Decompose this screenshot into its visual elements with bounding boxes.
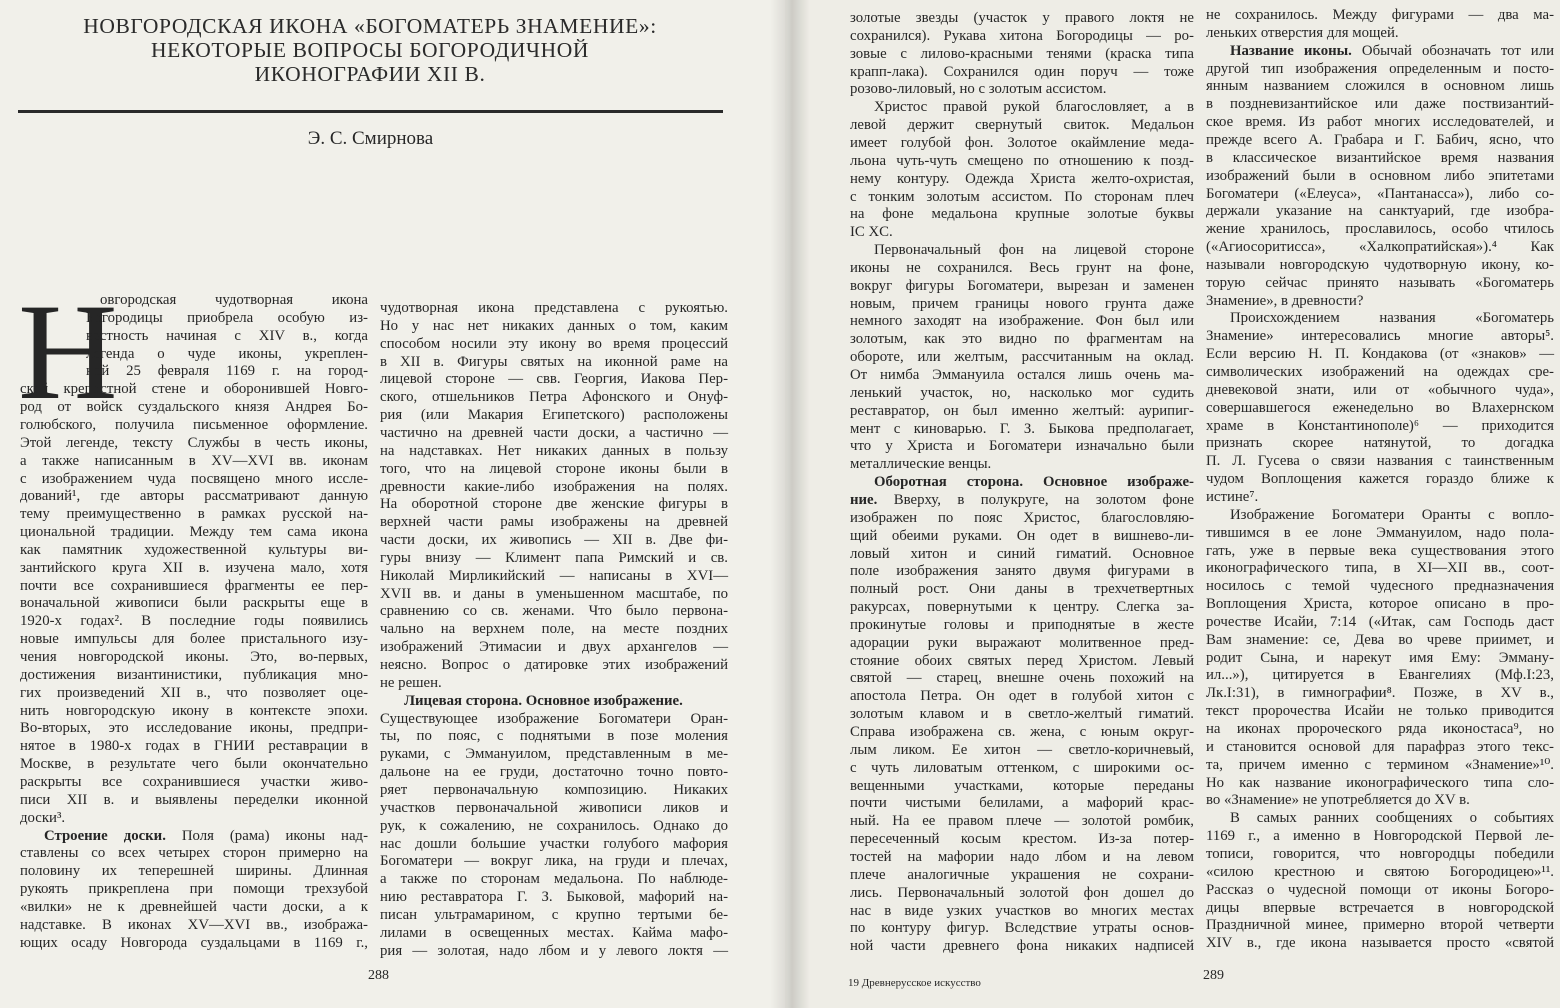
text-line: ил...»), цитируется в Евангелиях (Мф.I:23, (1206, 667, 1554, 684)
text-line: нить новгородскую икону в контексте эпохи. (20, 702, 368, 719)
text-line: род от войск суздальского князя Андрея Бо- (20, 399, 368, 416)
text-line: циональной традиции. Между тем сама икона (20, 524, 368, 541)
text-line: Во-вторых, это исследование иконы, предпри- (20, 720, 368, 737)
text-line: Николай Мирликийский — написаны в XVI— (380, 567, 728, 584)
text-line: изображен по пояс Христос, благословляю- (850, 509, 1194, 526)
text-line: обороте, или желтым, рассчитанным на оклад. (850, 349, 1194, 366)
text-line: На оборотной стороне две женские фигуры в (380, 496, 728, 513)
text-line: жение хранилось, прославилось, особо чтилось (1206, 221, 1554, 238)
title-line: НОВГОРОДСКАЯ ИКОНА «БОГОМАТЕРЬ ЗНАМЕНИЕ»: (83, 14, 657, 38)
text-line: воначальной живописи были раскрыты еще в (20, 595, 368, 612)
text-line: новые импульсы для более пристального изу- (20, 631, 368, 648)
text-run: Поля (рама) иконы над- (165, 827, 368, 844)
text-line: другой тип изображения определенным и посто- (1206, 60, 1554, 77)
text-line: Происхождением названия «Богоматерь (1230, 310, 1554, 327)
text-line: на надставках. Нет никаких данных в пользу (380, 442, 728, 459)
text-line: нию реставратора Г. З. Быковой, мафорий на- (380, 889, 728, 906)
text-line: чудотворная икона представлена с рукоятью. (380, 300, 728, 316)
text-line: стояние обоих святых перед Христом. Левый (850, 652, 1194, 669)
text-line: лилами в освещенных местах. Кайма мафо- (380, 924, 728, 941)
text-line: на иконах пророческого ряда иконостаса⁹, но (1206, 721, 1554, 737)
text-line: в XII в. Фигуры святых на иконной раме на (380, 353, 728, 370)
text-line: участков первоначальной живописи ликов и (380, 799, 728, 816)
text-line: символических изображений на одеждах сре- (1206, 364, 1554, 380)
text-line: Если версию Н. П. Кондакова (от «знаков» — (1206, 346, 1554, 363)
text-line: родит Сына, и нарекут имя Ему: Эмману- (1206, 649, 1554, 666)
section-heading: Оборотная сторона. Основное изображе- (874, 474, 1194, 491)
text-line: иконы не сохранился. Весь грунт на фоне, (850, 259, 1194, 276)
text-line: почти чистыми белилами, а мафорий крас- (850, 795, 1194, 812)
text-line: металлические венцы. (850, 456, 992, 473)
text-line: реставратор, он был именно желтый: аурипиг- (850, 402, 1194, 419)
page-number-right: 289 (1203, 968, 1224, 983)
text-line: половину их теперешней ширины. Длинная (20, 863, 368, 880)
text-line: адорации руки выражают молитвенное пред- (850, 634, 1194, 651)
text-line: поле изображения занято двумя фигурами в (850, 563, 1194, 580)
text-line: Но как название иконографического типа сло- (1206, 774, 1554, 791)
text-line: Изображение Богоматери Оранты с вопло- (1230, 506, 1554, 523)
text-line: верхней части рамы изображены на древней (380, 514, 728, 531)
text-line: («Агиосоритисса», «Халкопратийская»).⁴ Как (1206, 239, 1554, 256)
text-line: признать скорее натянутой, то догадка (1206, 435, 1554, 452)
text-line: П. Л. Гусева о связи названия с таинственным (1206, 453, 1554, 470)
text-line: леньких отверстия для мощей. (1206, 24, 1399, 41)
text-line: лись. Первоначальный золотой фон дошел до (850, 884, 1194, 901)
text-line: не сохранилось. Между фигурами — два ма- (1206, 7, 1554, 23)
text-line: рукоять прикреплена при помощи трехзубой (20, 881, 368, 898)
section-heading: Лицевая сторона. Основное изображение. (404, 692, 683, 709)
text-line: с тонким золотым ассистом. По сторонам плеч (850, 188, 1194, 205)
text-line: не решен. (380, 674, 442, 691)
text-line: XVII вв. и даны в уменьшенном масштабе, по (380, 585, 728, 602)
text-line: части доски, их живопись — XII в. Две фи- (380, 532, 728, 549)
text-line: мент с киноварью. Г. З. Быкова предполагает, (850, 420, 1194, 437)
text-line: ленький участок, но, насколько мог судить (850, 384, 1194, 401)
text-line: левой держит свернутый свиток. Медальон (850, 117, 1194, 134)
text-line: прокинутые головы и приподнятые в жесте (850, 616, 1194, 633)
text-line: с изображением чуда посвящено много иссле- (20, 470, 368, 487)
text-line: ющих осаду Новгорода суздальцами в 1169 г., (20, 934, 368, 951)
text-line: прежде всего А. Грабара и Г. Бабич, ясно, что (1206, 131, 1554, 148)
text-line: новым, причем границы нового грунта даже (850, 295, 1194, 312)
text-line: Лк.I:31), в гимнографии⁸. Позже, в XV в., (1206, 685, 1554, 702)
text-line: в поздневизантийское или даже поствизантий- (1206, 96, 1554, 113)
text-line: а также написанным в XV—XVI вв. иконам (20, 452, 368, 469)
page-number-left: 288 (368, 968, 389, 983)
text-line: От нимба Эммануила остался лишь очень ма- (850, 367, 1194, 383)
text-line: неясно. Вопрос о датировке этих изображений (380, 657, 728, 673)
text-line: розово-лиловый, но с золотым ассистом. (850, 81, 1107, 98)
text-line: чения новгородской иконы. Это, во-первых, (20, 649, 368, 665)
text-line: текст пророчества Исайи не только приводится (1206, 703, 1554, 720)
text-line: ряет первоначальную композицию. Никаких (380, 781, 728, 798)
text-line: сравнению со св. женами. Что было первона- (380, 603, 728, 620)
text-line: Москве, в результате чего были окончательно (20, 756, 368, 773)
text-line: немного заходят на изображение. Фон был или (850, 313, 1194, 330)
text-line: с чуть лиловатым оттенком, с широкими ос- (850, 759, 1194, 776)
text-line: и становится основой для парафраз этого текс- (1206, 738, 1554, 755)
text-line: рия (или Макария Египетского) расположены (380, 407, 728, 424)
text-line: гать, уже в первые века существования этого (1206, 542, 1554, 559)
text-line: Знамение» интересовались многие авторы⁵. (1206, 328, 1554, 345)
text-line: вокруг фигуры Богоматери, вырезан и заменен (850, 277, 1194, 294)
text-line: Но у нас нет никаких данных о том, каким (380, 317, 728, 334)
text-line: золотые звезды (участок у правого локтя не (850, 10, 1194, 26)
text-line: ной части древнего фона никаких надписей (850, 938, 1194, 955)
text-line: Существующее изображение Богоматери Оран- (380, 710, 728, 727)
text-line: «силою крестною и святою Богородицею»¹¹. (1206, 863, 1554, 880)
text-line: совершавшегося еженедельно во Влахернском (1206, 399, 1554, 416)
text-line: нятое в 1980-х годах в ГНИИ реставрации в (20, 738, 368, 755)
text-line: по контуру фигур. Вследствие утраты основ- (850, 920, 1194, 937)
title-line: НЕКОТОРЫЕ ВОПРОСЫ БОГОРОДИЧНОЙ (150, 38, 590, 62)
text-line: иконографического типа, в XI—XII вв., соот- (1206, 560, 1554, 577)
text-line: ского, отшельников Петра Афонского и Онуф- (380, 389, 728, 406)
text-line: дицы впервые встречается в новгородской (1206, 899, 1554, 916)
text-line: Справа изображена св. жена, с юным округ- (850, 724, 1194, 740)
text-line: дневековой знати, или от «обычного чуда», (1206, 381, 1554, 398)
text-line: держали указание на санктуарий, где изобра- (1206, 203, 1554, 220)
text-line: а также по сторонам медальона. По наблюде- (380, 871, 728, 888)
text-line: ты, по пояс, с поднятыми в позе моления (380, 728, 728, 745)
text-line: ной 25 февраля 1169 г. на город- (86, 363, 368, 380)
text-line: Рассказ о чудесной помощи от иконы Богоро- (1206, 881, 1554, 898)
text-line: имеет голубой фон. Золотое окаймление меда- (850, 134, 1194, 151)
text-line: вещенными участками, которые переданы (850, 777, 1194, 794)
text-line: древности какие-либо изображения на полях. (380, 478, 728, 495)
text-line: Вам знамение: се, Дева во чреве приимет, и (1206, 631, 1554, 648)
text-line: В самых ранних сообщениях о событиях (1230, 810, 1554, 827)
text-line: частично на древней части доски, а частично — (380, 424, 728, 441)
text-line: как памятник художественной культуры ви- (20, 541, 368, 558)
text-line: руками, с Эммануилом, представленным в ме- (380, 746, 728, 763)
text-line: что у Христа и Богоматери изначально были (850, 438, 1194, 455)
text-line: овгородская чудотворная икона (100, 292, 368, 308)
section-heading: Название иконы. (1230, 42, 1352, 59)
text-line: рук, к сожалению, не сохранилось. Однако до (380, 817, 728, 834)
text-line: лицевой стороне — свв. Георгия, Иакова Пер- (380, 371, 728, 388)
text-line: гих произведений XII в., что позволяет оце- (20, 684, 368, 701)
text-line: «вилки» не к древнейшей части доски, а к (20, 898, 368, 915)
text-line: чально на верхнем поле, на месте поздних (380, 621, 728, 638)
text-line: ловый хитон и синий гиматий. Основное (850, 545, 1194, 562)
text-line: того, что на лицевой стороне иконы были в (380, 460, 728, 477)
text-line: носилось с темой чудесного предназначения (1206, 578, 1554, 595)
text-line: писи XII в. и выявлены переделки иконной (20, 791, 368, 808)
text-line: нас дошли большие участки голубого мафория (380, 835, 728, 852)
text-line: в классическое византийское время названия (1206, 149, 1554, 166)
text-line: изображений Этимасии и двух архангелов — (380, 639, 728, 656)
text-line: тостей на мафории надо лбом и на левом (850, 848, 1194, 865)
text-line: ской крепостной стене и оборонившей Новго- (20, 381, 368, 398)
title-rule (18, 110, 723, 113)
text-line: ный. На ее правом плече — золотой ромбик, (850, 813, 1194, 830)
text-line: Богородицы приобрела особую из- (86, 309, 368, 326)
text-line: изображений были в основном либо эпитетами (1206, 167, 1554, 184)
text-line: достижения византинистики, публикация мно- (20, 666, 368, 683)
text-line: тившимся в ее лоне Эммануилом, надо пола- (1206, 524, 1554, 541)
title-line: ИКОНОГРАФИИ XII В. (254, 62, 486, 86)
text-line: храме в Константинополе)⁶ — приходится (1206, 417, 1554, 434)
text-line: святой — старец, внешне очень похожий на (850, 670, 1194, 687)
text-line: лым ликом. Ее хитон — светло-коричневый, (850, 741, 1194, 758)
text-run: Обычай обозначать тот или (1351, 42, 1555, 59)
text-line: тему преимущественно в рамках русской на- (20, 506, 368, 523)
text-line: апостола Петра. Он одет в голубой хитон с (850, 688, 1194, 705)
text-line: плече аналогичные украшения не сохрани- (850, 866, 1194, 883)
text-line: тописи, говорится, что новгородцы победили (1206, 845, 1554, 862)
text-line: льона чуть-чуть смещено по отношению к позд- (850, 152, 1194, 169)
text-line: та, причем именно с термином «Знамение»¹⁰. (1206, 756, 1554, 773)
text-line: янным названием сложился в основном лишь (1206, 78, 1554, 95)
text-line: рочестве Исайи, 7:14 («Итак, сам Господь даст (1206, 613, 1554, 630)
text-line: 1169 г., а именно в Новгородской Первой ле- (1206, 828, 1554, 845)
text-line: истине⁷. (1206, 488, 1259, 505)
text-line: Праздничной минее, примерно второй четверти (1206, 917, 1554, 934)
text-line: называли новгородскую чудотворную икону, ко- (1206, 256, 1554, 273)
text-line: XIV в., где икона называется просто «святой (1206, 935, 1554, 952)
section-heading: ние. (850, 491, 878, 508)
text-line: крапп-лака). Сохранился один поруч — тоже (850, 63, 1194, 80)
text-line (1206, 42, 1554, 60)
text-line: ставлены со всех четырех сторон примерно на (20, 845, 368, 862)
text-line: почти все сохранившиеся фрагменты ее пер- (20, 577, 368, 594)
text-line: легенда о чуде иконы, укреплен- (86, 345, 368, 362)
text-line: сохранился). Рукава хитона Богородицы — ро- (850, 27, 1194, 44)
text-line: золотым, как это видно по фрагментам на (850, 331, 1194, 348)
text-line: дований¹, где авторы рассматривают данную (20, 488, 368, 505)
text-line: золотым клавом и в светло-желтый гиматий. (850, 706, 1194, 723)
text-line: на фоне медальона крупные золотые буквы (850, 206, 1194, 223)
text-line (850, 473, 1194, 491)
text-line: щий обеими руками. Он одет в вишнево-ли- (850, 527, 1194, 544)
text-line: зантийского круга XII в. изучена мало, хотя (20, 559, 368, 576)
book-gutter (770, 0, 810, 1008)
text-line: писан ультрамарином, с крупно тертыми бе- (380, 906, 728, 923)
signature-footer: 19 Древнерусское искусство (848, 977, 981, 989)
article-title (40, 14, 700, 86)
text-line: доски³. (20, 809, 66, 826)
text-line: рия — золотая, надо лбом и у левого локтя — (380, 942, 728, 959)
text-line: Богоматери — вокруг лика, на груди и плечах, (380, 853, 728, 870)
text-line: во «Знамение» не употребляется до XV в. (1206, 792, 1470, 809)
text-line: раскрыты все сохранившиеся участки живо- (20, 773, 368, 790)
text-line: пересеченный косым крестом. Из-за потер- (850, 831, 1194, 848)
text-line: Этой легенде, тексту Службы в честь иконы, (20, 434, 368, 451)
text-line (380, 692, 728, 710)
text-line: Воплощения Христа, которое описано в про- (1206, 596, 1554, 613)
text-line: надставке. В иконах XV—XVI вв., изобража- (20, 916, 368, 933)
text-line: IC XC. (850, 224, 893, 241)
text-line: чудом Воплощения кажется гораздо ближе к (1206, 471, 1554, 488)
text-line: ракурсах, повернутыми к центру. Слегка за- (850, 599, 1194, 616)
text-line: Христос правой рукой благословляет, а в (874, 99, 1194, 116)
text-line: гуры внизу — Климент папа Римский и св. (380, 549, 728, 566)
text-line: торую сейчас принято называть «Богоматерь (1206, 274, 1554, 291)
text-line (850, 491, 1194, 509)
text-line: дальоне на ее груди, достаточно точно повто- (380, 764, 728, 781)
text-line: зовые с лилово-красными тенями (краска типа (850, 45, 1194, 62)
text-line: способом носили эту икону во время процессий (380, 335, 728, 352)
text-line: полный рост. Они даны в трехчетвертных (850, 581, 1194, 598)
section-heading: Строение доски. (44, 827, 166, 844)
text-line (20, 827, 368, 845)
text-line: вестность начиная с XIV в., когда (86, 327, 368, 344)
text-line: ское время. Из работ многих исследователей, и (1206, 114, 1554, 131)
drop-cap: Н (18, 275, 118, 428)
text-line: голюбского, получила письменное оформление. (20, 416, 368, 433)
text-line: нас в виде узких участков во многих местах (850, 902, 1194, 919)
text-run: Вверху, в полукруге, на золотом фоне (877, 491, 1194, 508)
text-line: нему контуру. Одежда Христа желто-охристая, (850, 170, 1194, 187)
text-line: Первоначальный фон на лицевой стороне (874, 242, 1194, 259)
text-line: Богоматери («Елеуса», «Пантанасса»), либо со- (1206, 185, 1554, 202)
text-line: Знамение», в древности? (1206, 292, 1364, 309)
author-name: Э. С. Смирнова (307, 128, 434, 149)
text-line: 1920-х годах². В последние годы появились (20, 613, 368, 630)
